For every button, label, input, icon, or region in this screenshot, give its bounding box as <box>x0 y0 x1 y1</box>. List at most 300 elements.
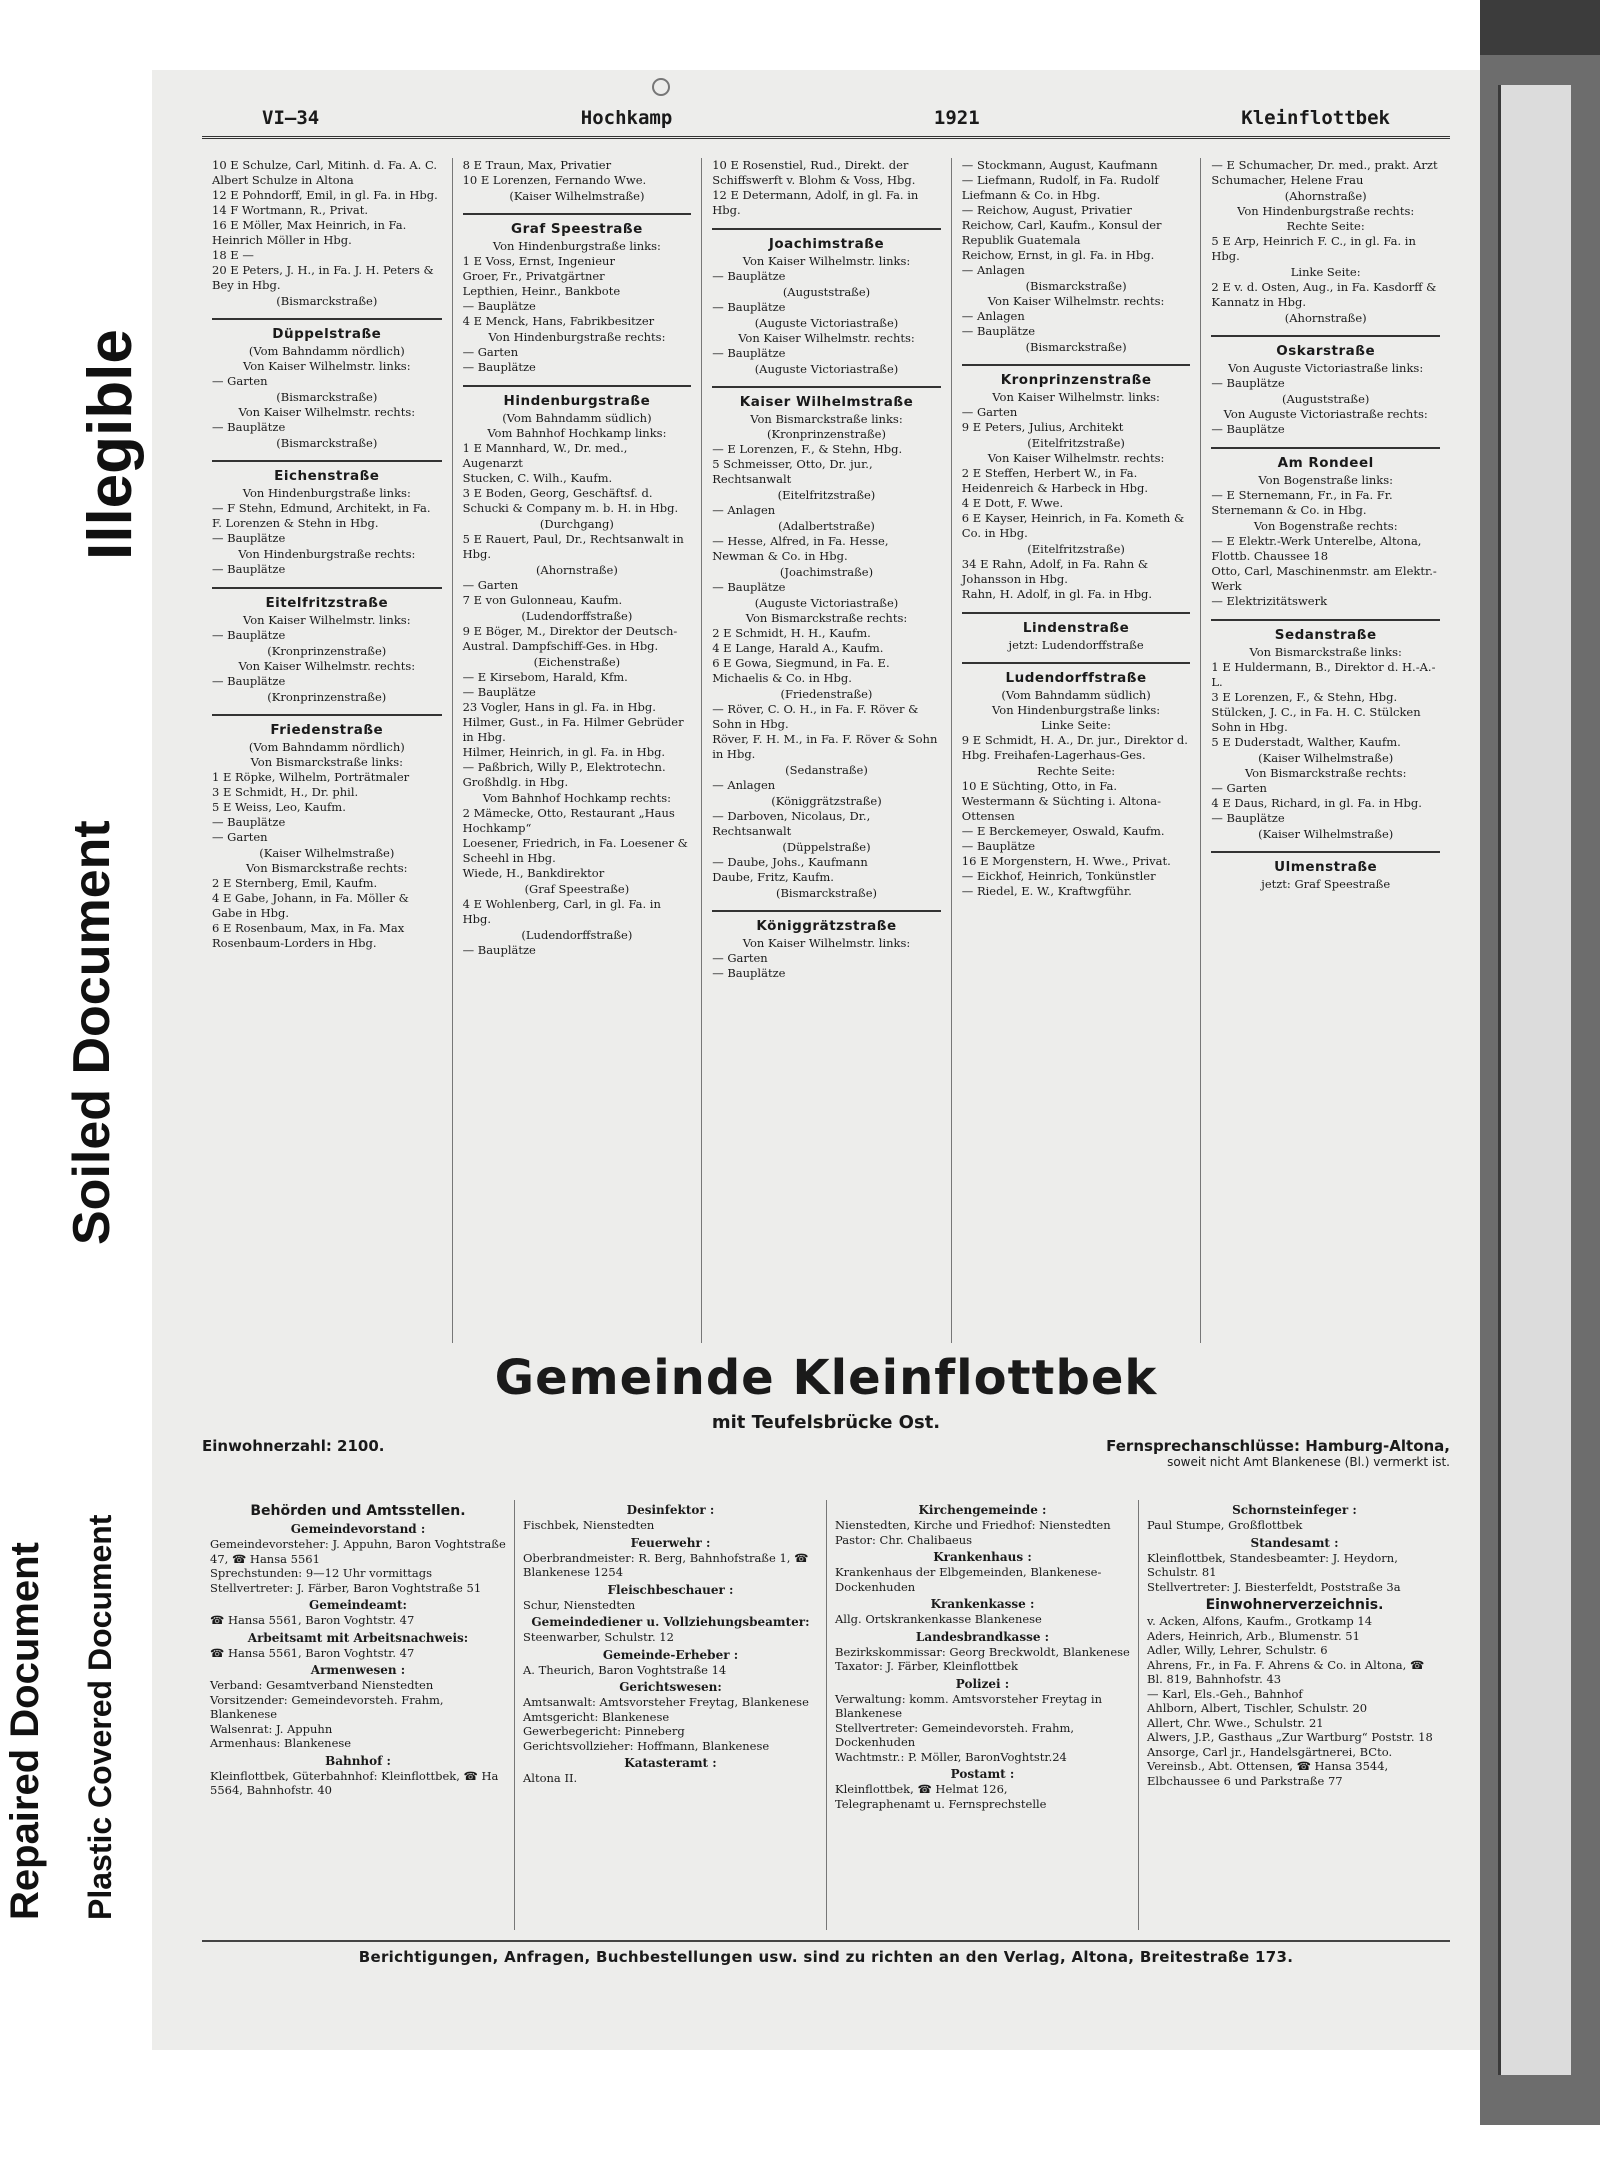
resident-entry: (Adalbertstraße) <box>778 519 875 533</box>
directory-heading: Desinfektor : <box>626 1503 715 1517</box>
resident-entry: (Eitelfritzstraße) <box>777 488 876 502</box>
resident-entry: Von Kaiser Wilhelmstr. rechts: <box>987 451 1165 465</box>
resident-entry: — E Sternemann, Fr., in Fa. Fr. Sternemann & Co. in Hbg. <box>1211 488 1393 517</box>
resident-entry: Schumacher, Helene Frau <box>1211 173 1364 187</box>
resident-entry: — Garten <box>712 951 768 965</box>
directory-entry: ☎ Hansa 5561, Baron Voghtstr. 47 <box>210 1613 415 1627</box>
resident-entry: Von Hindenburgstraße links: <box>492 239 661 253</box>
resident-entry: Von Kaiser Wilhelmstr. links: <box>742 254 911 268</box>
directory-entry: Sprechstunden: 9—12 Uhr vormittags <box>210 1566 433 1580</box>
resident-entry: 4 E Wohlenberg, Carl, in gl. Fa. in Hbg. <box>462 897 661 926</box>
resident-entry: — Anlagen <box>961 309 1025 323</box>
street-section <box>212 158 442 308</box>
resident-entry: — Bauplätze <box>961 324 1036 338</box>
street-title: Kronprinzenstraße <box>962 364 1191 388</box>
street-title: Eichenstraße <box>212 460 442 484</box>
resident-entry: Von Kaiser Wilhelmstr. rechts: <box>738 331 915 345</box>
directory-entry: Pastor: Chr. Chalibaeus <box>835 1532 973 1547</box>
directory-heading: Postamt : <box>950 1767 1015 1781</box>
street-column <box>452 158 702 1343</box>
street-title: Düppelstraße <box>212 318 442 342</box>
resident-entry: — Bauplätze <box>212 531 286 545</box>
resident-entry: — Darboven, Nicolaus, Dr., Rechtsanwalt <box>712 809 871 838</box>
street-section <box>712 158 941 218</box>
directory-heading: Armenwesen : <box>310 1663 406 1677</box>
resident-entry: 4 E Lange, Harald A., Kaufm. <box>712 641 884 655</box>
directory-heading: Krankenhaus : <box>933 1550 1032 1564</box>
resident-entry: (Bismarckstraße) <box>276 294 378 308</box>
page-edge <box>1498 85 1571 2075</box>
resident-entry: 12 E Pohndorff, Emil, in gl. Fa. in Hbg. <box>212 188 438 202</box>
street-section <box>212 318 442 450</box>
directory-column <box>202 1500 514 1930</box>
directory-entry: — Karl, Els.-Geh., Bahnhof <box>1147 1686 1303 1701</box>
street-section <box>712 386 941 900</box>
resident-entry: 5 E Weiss, Leo, Kaufm. <box>212 800 346 814</box>
gemeinde-title: Gemeinde Kleinflottbek <box>494 1350 1158 1406</box>
resident-entry: — Garten <box>212 830 268 844</box>
street-title: Kaiser Wilhelmstraße <box>712 386 941 410</box>
directory-entry: Schur, Nienstedten <box>523 1597 636 1612</box>
resident-entry: Linke Seite: <box>1290 265 1361 279</box>
resident-entry: — Bauplätze <box>462 360 536 374</box>
resident-entry: Von Bismarckstraße rechts: <box>1244 766 1407 780</box>
directory-entry: Ahrens, Fr., in Fa. F. Ahrens & Co. in Altona, ☎ Bl. 819, Bahnhofstr. 43 <box>1147 1657 1425 1686</box>
resident-entry: 20 E Peters, J. H., in Fa. J. H. Peters & Bey in Hbg. <box>212 263 434 292</box>
resident-entry: Rechte Seite: <box>1037 764 1116 778</box>
resident-entry: (Vom Bahndamm südlich) <box>1001 688 1151 702</box>
resident-entry: Von Kaiser Wilhelmstr. links: <box>243 359 411 373</box>
directory-entry: Gewerbegericht: Pinneberg <box>523 1724 685 1738</box>
resident-entry: Reichow, Carl, Kaufm., Konsul der Republik Guatemala <box>961 218 1162 247</box>
phone-line: Fernsprechanschlüsse: Hamburg-Altona, <box>1106 1437 1450 1455</box>
resident-entry: 6 E Gowa, Siegmund, in Fa. E. Michaelis & Co. in Hbg. <box>712 656 890 685</box>
directory-entry: Krankenhaus der Elbgemeinden, Blankenese-Dockenhuden <box>835 1565 1102 1594</box>
resident-entry: (Düppelstraße) <box>782 840 871 854</box>
resident-entry: (Auguste Victoriastraße) <box>754 362 899 376</box>
resident-entry: 1 E Mannhard, W., Dr. med., Augenarzt <box>462 441 628 470</box>
directory-heading: Gerichtswesen: <box>619 1680 722 1694</box>
resident-entry: 3 E Schmidt, H., Dr. phil. <box>212 785 359 799</box>
directory-heading: Arbeitsamt mit Arbeitsnachweis: <box>247 1630 469 1645</box>
directory-entry: Alwers, J.P., Gasthaus „Zur Wartburg“ Poststr. 18 <box>1147 1730 1433 1744</box>
directory-entry: v. Acken, Alfons, Kaufm., Grotkamp 14 <box>1147 1614 1373 1628</box>
resident-entry: — Garten <box>1211 781 1267 795</box>
scan-border-right <box>1480 55 1600 2125</box>
resident-entry: Daube, Fritz, Kaufm. <box>712 870 834 884</box>
resident-entry: 23 Vogler, Hans in gl. Fa. in Hbg. <box>462 700 656 714</box>
resident-entry: — Bauplätze <box>212 628 286 642</box>
directory-column <box>514 1500 826 1930</box>
street-section <box>962 662 1191 899</box>
resident-entry: 4 E Dott, F. Wwe. <box>961 496 1064 510</box>
resident-entry: (Eitelfritzstraße) <box>1027 542 1125 556</box>
resident-entry: — Garten <box>212 374 268 388</box>
phone-note: soweit nicht Amt Blankenese (Bl.) vermerkt ist. <box>1167 1455 1450 1469</box>
directory-entry: Kleinflottbek, Standesbeamter: J. Heydorn, Schulstr. 81 <box>1147 1550 1398 1579</box>
resident-entry: 5 E Rauert, Paul, Dr., Rechtsanwalt in Hbg. <box>462 532 684 561</box>
resident-entry: (Graf Speestraße) <box>524 882 630 896</box>
resident-entry: — Anlagen <box>712 778 776 792</box>
resident-entry: 14 F Wortmann, R., Privat. <box>212 203 369 217</box>
directory-heading: Standesamt : <box>1250 1535 1339 1550</box>
resident-entry: 6 E Kayser, Heinrich, in Fa. Kometh & Co. in Hbg. <box>961 511 1185 540</box>
street-section <box>463 385 692 958</box>
street-section <box>712 910 941 981</box>
resident-entry: Von Auguste Victoriastraße rechts: <box>1223 407 1428 421</box>
resident-entry: (Durchgang) <box>539 517 614 531</box>
resident-entry: — E Berckemeyer, Oswald, Kaufm. <box>961 824 1165 838</box>
header-place: Kleinflottbek <box>1241 107 1390 129</box>
resident-entry: Von Hindenburgstraße rechts: <box>488 330 666 344</box>
resident-entry: (Bismarckstraße) <box>1025 279 1127 293</box>
resident-entry: (Auguste Victoriastraße) <box>754 596 899 610</box>
authorities-directory <box>202 1500 1450 1930</box>
resident-entry: Von Kaiser Wilhelmstr. rechts: <box>238 405 416 419</box>
resident-entry: 1 E Huldermann, B., Direktor d. H.-A.-L. <box>1211 660 1436 689</box>
resident-entry: — Paßbrich, Willy P., Elektrotechn. Großhdlg. in Hbg. <box>462 760 666 789</box>
street-section <box>463 213 692 375</box>
street-section <box>212 714 442 951</box>
directory-entry: Armenhaus: Blankenese <box>210 1736 352 1750</box>
resident-entry: — Stockmann, August, Kaufmann <box>961 158 1158 172</box>
resident-entry: 3 E Boden, Georg, Geschäftsf. d. Schucki & Company m. b. H. in Hbg. <box>462 486 679 515</box>
directory-entry: Amtsgericht: Blankenese <box>523 1709 670 1724</box>
resident-entry: Hilmer, Heinrich, in gl. Fa. in Hbg. <box>462 745 666 759</box>
resident-entry: — Bauplätze <box>712 580 786 594</box>
resident-entry: Rechte Seite: <box>1286 219 1365 233</box>
directory-heading: Gemeinde-Erheber : <box>602 1647 739 1662</box>
resident-entry: Von Bismarckstraße links: <box>250 755 404 769</box>
resident-entry: — Reichow, August, Privatier <box>961 203 1132 217</box>
resident-entry: Von Bogenstraße rechts: <box>1253 519 1398 533</box>
street-title: Königgrätzstraße <box>712 910 941 934</box>
resident-entry: — Daube, Johs., Kaufmann <box>712 855 868 869</box>
phone-info <box>1106 1437 1450 1469</box>
resident-entry: (Ludendorffstraße) <box>521 609 633 623</box>
resident-entry: Von Bismarckstraße rechts: <box>246 861 408 875</box>
resident-entry: — Bauplätze <box>712 300 786 314</box>
resident-entry: Loesener, Friedrich, in Fa. Loesener & Scheehl in Hbg. <box>462 836 688 865</box>
resident-entry: — Riedel, E. W., Kraftwgführ. <box>961 884 1132 898</box>
street-section <box>962 158 1191 354</box>
label-illegible: Illegible <box>76 329 145 560</box>
resident-entry: 4 E Daus, Richard, in gl. Fa. in Hbg. <box>1211 796 1422 810</box>
directory-heading: Behörden und Amtsstellen. <box>250 1503 466 1519</box>
resident-entry: (Kaiser Wilhelmstraße) <box>259 846 395 860</box>
resident-entry: Rahn, H. Adolf, in gl. Fa. in Hbg. <box>961 587 1153 601</box>
street-section <box>712 228 941 376</box>
resident-entry: Von Hindenburgstraße rechts: <box>1237 204 1415 218</box>
header-street: Hochkamp <box>580 107 673 129</box>
resident-entry: (Vom Bahndamm südlich) <box>502 411 652 425</box>
resident-entry: 9 E Böger, M., Direktor der Deutsch-Austral. Dampfschiff-Ges. in Hbg. <box>462 624 678 653</box>
resident-entry: 10 E Rosenstiel, Rud., Direkt. der Schiffswerft v. Blohm & Voss, Hbg. <box>712 158 916 187</box>
directory-entry: Verwaltung: komm. Amtsvorsteher Freytag in Blankenese <box>835 1691 1102 1720</box>
resident-entry: Lepthien, Heinr., Bankbote <box>462 284 621 298</box>
directory-heading: Schornsteinfeger : <box>1232 1503 1357 1517</box>
directory-entry: Stellvertreter: J. Färber, Baron Voghtstraße 51 <box>210 1580 482 1595</box>
directory-entry: Paul Stumpe, Großflottbek <box>1147 1518 1303 1532</box>
directory-entry: Fischbek, Nienstedten <box>523 1518 655 1532</box>
street-section <box>1211 335 1440 437</box>
resident-entry: — Röver, C. O. H., in Fa. F. Röver & Sohn in Hbg. <box>712 702 919 731</box>
resident-entry: Von Hindenburgstraße rechts: <box>238 547 416 561</box>
resident-entry: (Königgrätzstraße) <box>771 794 882 808</box>
street-section <box>1211 447 1440 609</box>
resident-entry: — Garten <box>961 405 1018 419</box>
resident-entry: — F Stehn, Edmund, Architekt, in Fa. F. Lorenzen & Stehn in Hbg. <box>212 501 431 530</box>
resident-entry: 2 E Sternberg, Emil, Kaufm. <box>212 876 378 890</box>
resident-entry: 5 E Duderstadt, Walther, Kaufm. <box>1211 735 1401 749</box>
resident-entry: (Bismarckstraße) <box>1025 340 1127 354</box>
page-number: VI—34 <box>262 107 320 129</box>
resident-entry: Von Bismarckstraße links: <box>1249 645 1402 659</box>
resident-entry: — Bauplätze <box>212 815 286 829</box>
street-title: Sedanstraße <box>1211 619 1440 643</box>
directory-entry: ☎ Hansa 5561, Baron Voghtstr. 47 <box>210 1645 415 1660</box>
resident-entry: (Bismarckstraße) <box>775 886 878 900</box>
resident-entry: (Vom Bahndamm nördlich) <box>248 740 405 754</box>
resident-entry: Stucken, C. Wilh., Kaufm. <box>462 471 613 485</box>
directory-entry: Verband: Gesamtverband Nienstedten <box>210 1678 434 1692</box>
street-title: Friedenstraße <box>212 714 442 738</box>
population: Einwohnerzahl: 2100. <box>202 1437 385 1455</box>
directory-entry: Telegraphenamt u. Fernsprechstelle <box>835 1796 1047 1811</box>
street-column <box>202 158 452 1343</box>
label-repaired-document: Repaired Document <box>3 1542 47 1920</box>
resident-entry: — E Elektr.-Werk Unterelbe, Altona, Flottb. Chaussee 18 <box>1211 534 1422 563</box>
punch-hole <box>652 78 670 96</box>
resident-entry: 7 E von Gulonneau, Kaufm. <box>462 593 623 607</box>
resident-entry: Linke Seite: <box>1041 718 1111 732</box>
resident-entry: (Eichenstraße) <box>533 655 621 669</box>
directory-entry: Wachtmstr.: P. Möller, BaronVoghtstr.24 <box>835 1749 1067 1764</box>
resident-entry: 6 E Rosenbaum, Max, in Fa. Max Rosenbaum-Lorders in Hbg. <box>212 921 405 950</box>
resident-entry: — Bauplätze <box>712 346 786 360</box>
header-year: 1921 <box>933 107 980 129</box>
directory-entry: Allert, Chr. Wwe., Schulstr. 21 <box>1147 1715 1324 1730</box>
resident-entry: — Anlagen <box>712 503 776 517</box>
resident-entry: — Bauplätze <box>212 674 286 688</box>
directory-heading: Fleischbeschauer : <box>607 1582 734 1597</box>
directory-entry: Stellvertreter: Gemeindevorsteh. Frahm, Dockenhuden <box>835 1720 1075 1749</box>
resident-entry: (Bismarckstraße) <box>276 390 378 404</box>
directory-entry: Adler, Willy, Lehrer, Schulstr. 6 <box>1147 1643 1328 1657</box>
resident-entry: (Kronprinzenstraße) <box>267 644 387 658</box>
street-section <box>1211 619 1440 841</box>
directory-entry: Kleinflottbek, Güterbahnhof: Kleinflottbek, ☎ Ha 5564, Bahnhofstr. 40 <box>210 1768 499 1797</box>
resident-entry: Von Auguste Victoriastraße links: <box>1228 361 1424 375</box>
scan-border-top <box>1480 0 1600 55</box>
street-section <box>463 158 692 203</box>
resident-entry: 10 E Süchting, Otto, in Fa. Westermann & Süchting i. Altona-Ottensen <box>961 779 1161 823</box>
directory-entry: Allg. Ortskrankenkasse Blankenese <box>835 1612 1042 1626</box>
resident-entry: (Auguststraße) <box>1282 392 1370 406</box>
resident-entry: Röver, F. H. M., in Fa. F. Röver & Sohn in Hbg. <box>712 732 938 761</box>
street-column <box>1200 158 1450 1343</box>
page-header <box>202 100 1450 139</box>
resident-entry: (Ahornstraße) <box>1284 189 1367 203</box>
directory-heading: Polizei : <box>955 1676 1010 1691</box>
resident-entry: Groer, Fr., Privatgärtner <box>462 269 605 283</box>
street-section <box>212 460 442 577</box>
directory-heading: Bahnhof : <box>325 1753 391 1768</box>
street-section <box>1211 851 1440 891</box>
resident-entry: — Bauplätze <box>462 299 536 313</box>
resident-entry: 2 E Schmidt, H. H., Kaufm. <box>712 626 871 640</box>
resident-entry: — Bauplätze <box>462 685 536 699</box>
document-page <box>152 70 1480 2050</box>
resident-entry: (Vom Bahndamm nördlich) <box>248 344 405 358</box>
resident-entry: — Eickhof, Heinrich, Tonkünstler <box>961 869 1156 883</box>
street-title: Lindenstraße <box>962 612 1191 636</box>
label-plastic-covered-document: Plastic Covered Document <box>82 1514 118 1920</box>
resident-entry: — Elektrizitätswerk <box>1211 594 1328 608</box>
resident-entry: — Bauplätze <box>212 562 286 576</box>
resident-entry: Otto, Carl, Maschinenmstr. am Elektr.-Werk <box>1211 564 1437 593</box>
resident-entry: 34 E Rahn, Adolf, in Fa. Rahn & Johansson in Hbg. <box>961 557 1149 586</box>
resident-entry: — Garten <box>462 345 519 359</box>
resident-entry: 3 E Lorenzen, F., & Stehn, Hbg. <box>1211 690 1398 704</box>
resident-entry: — Anlagen <box>961 263 1025 277</box>
resident-entry: 18 E — <box>212 248 254 262</box>
resident-entry: 5 E Arp, Heinrich F. C., in gl. Fa. in Hbg. <box>1211 234 1416 263</box>
street-section <box>962 364 1191 602</box>
resident-entry: 4 E Gabe, Johann, in Fa. Möller & Gabe in Hbg. <box>212 891 409 920</box>
resident-entry: Von Hindenburgstraße links: <box>992 703 1161 717</box>
directory-entry: Vorsitzender: Gemeindevorsteh. Frahm, Blankenese <box>210 1692 444 1721</box>
directory-heading: Einwohnerverzeichnis. <box>1205 1597 1384 1613</box>
resident-entry: — E Lorenzen, F., & Stehn, Hbg. <box>712 442 903 456</box>
resident-entry: — Bauplätze <box>212 420 286 434</box>
directory-entry: Bezirkskommissar: Georg Breckwoldt, Blankenese <box>835 1644 1130 1659</box>
street-title: Hindenburgstraße <box>463 385 692 409</box>
street-column <box>951 158 1201 1343</box>
resident-entry: jetzt: Graf Speestraße <box>1261 877 1391 891</box>
directory-entry: Amtsanwalt: Amtsvorsteher Freytag, Blankenese <box>523 1695 809 1709</box>
resident-entry: — Liefmann, Rudolf, in Fa. Rudolf Liefmann & Co. in Hbg. <box>961 173 1159 202</box>
resident-entry: (Auguste Victoriastraße) <box>754 316 899 330</box>
resident-entry: — E Kirsebom, Harald, Kfm. <box>462 670 628 684</box>
street-title: Am Rondeel <box>1211 447 1440 471</box>
resident-entry: 1 E Röpke, Wilhelm, Porträtmaler <box>212 770 410 784</box>
directory-heading: Gemeindeamt: <box>309 1598 407 1612</box>
street-title: Ludendorffstraße <box>962 662 1191 686</box>
resident-entry: 12 E Determann, Adolf, in gl. Fa. in Hbg. <box>712 188 919 217</box>
resident-entry: 2 E Steffen, Herbert W., in Fa. Heidenreich & Harbeck in Hbg. <box>961 466 1149 495</box>
resident-entry: — E Schumacher, Dr. med., prakt. Arzt <box>1211 158 1438 172</box>
directory-heading: Landesbrandkasse : <box>915 1629 1050 1644</box>
resident-entry: (Kaiser Wilhelmstraße) <box>509 189 645 203</box>
resident-entry: Von Kaiser Wilhelmstr. rechts: <box>987 294 1165 308</box>
resident-entry: Wiede, H., Bankdirektor <box>462 866 605 880</box>
resident-entry: (Sedanstraße) <box>785 763 868 777</box>
street-section <box>1211 158 1440 325</box>
directory-entry: Ansorge, Carl jr., Handelsgärtnerei, BCto. Vereinsb., Abt. Ottensen, ☎ Hansa 3544, Elbchaussee 6 und Parkstraße 77 <box>1147 1744 1393 1788</box>
resident-entry: Von Kaiser Wilhelmstr. links: <box>992 390 1160 404</box>
directory-heading: Katasteramt : <box>624 1756 717 1770</box>
street-title: Oskarstraße <box>1211 335 1440 359</box>
resident-entry: (Kaiser Wilhelmstraße) <box>1258 827 1394 841</box>
resident-entry: Hilmer, Gust., in Fa. Hilmer Gebrüder in Hbg. <box>462 715 684 744</box>
resident-entry: — Bauplätze <box>1211 376 1285 390</box>
resident-entry: — Bauplätze <box>1211 811 1285 825</box>
directory-heading: Kirchengemeinde : <box>918 1503 1047 1517</box>
resident-entry: (Kaiser Wilhelmstraße) <box>1258 751 1394 765</box>
resident-entry: 4 E Menck, Hans, Fabrikbesitzer <box>462 314 655 328</box>
resident-entry: Von Bogenstraße links: <box>1258 473 1394 487</box>
directory-entry: Gemeindevorsteher: J. Appuhn, Baron Voghtstraße 47, ☎ Hansa 5561 <box>210 1537 506 1566</box>
resident-entry: 16 E Möller, Max Heinrich, in Fa. Heinrich Möller in Hbg. <box>212 218 407 247</box>
directory-entry: Kleinflottbek, ☎ Helmat 126, <box>835 1782 1008 1796</box>
resident-entry: Von Hindenburgstraße links: <box>242 486 411 500</box>
resident-entry: (Kronprinzenstraße) <box>767 427 886 441</box>
footer-note: Berichtigungen, Anfragen, Buchbestellungen usw. sind zu richten an den Verlag, Altona, Breitestraße 173. <box>202 1940 1450 1966</box>
resident-entry: Von Kaiser Wilhelmstr. links: <box>742 936 911 950</box>
directory-entry: A. Theurich, Baron Voghtstraße 14 <box>523 1662 727 1677</box>
resident-entry: 8 E Traun, Max, Privatier <box>462 158 612 172</box>
resident-entry: 5 Schmeisser, Otto, Dr. jur., Rechtsanwalt <box>712 457 873 486</box>
directory-entry: Altona II. <box>523 1771 578 1785</box>
street-section <box>212 587 442 704</box>
resident-entry: 2 E v. d. Osten, Aug., in Fa. Kasdorff & Kannatz in Hbg. <box>1211 280 1437 309</box>
directory-heading: Krankenkasse : <box>930 1597 1035 1611</box>
directory-column <box>826 1500 1138 1930</box>
resident-entry: Vom Bahnhof Hochkamp links: <box>487 426 667 440</box>
directory-entry: Walsenrat: J. Appuhn <box>210 1721 333 1736</box>
resident-entry: — Bauplätze <box>462 943 536 957</box>
directory-entry: Stellvertreter: J. Biesterfeldt, Poststraße 3a <box>1147 1579 1401 1594</box>
resident-entry: (Ahornstraße) <box>1284 311 1367 325</box>
resident-entry: 10 E Schulze, Carl, Mitinh. d. Fa. A. C. Albert Schulze in Altona <box>212 158 438 187</box>
resident-entry: (Bismarckstraße) <box>276 436 378 450</box>
directory-heading: Gemeindediener u. Vollziehungsbeamter: <box>531 1615 810 1629</box>
directory-entry: Taxator: J. Färber, Kleinflottbek <box>835 1659 1018 1673</box>
resident-entry: Vom Bahnhof Hochkamp rechts: <box>482 791 671 805</box>
resident-entry: 16 E Morgenstern, H. Wwe., Privat. <box>961 854 1171 868</box>
resident-entry: — Bauplätze <box>712 966 786 980</box>
directory-heading: Feuerwehr : <box>630 1535 711 1550</box>
resident-entry: Von Bismarckstraße rechts: <box>745 611 908 625</box>
resident-entry: (Ludendorffstraße) <box>521 928 633 942</box>
directory-entry: Oberbrandmeister: R. Berg, Bahnhofstraße 1, ☎ Blankenese 1254 <box>523 1550 809 1579</box>
resident-entry: 10 E Lorenzen, Fernando Wwe. <box>462 173 647 187</box>
resident-entry: — Garten <box>462 578 519 592</box>
directory-column <box>1138 1500 1450 1930</box>
resident-entry: — Bauplätze <box>961 839 1036 853</box>
label-soiled-document: Soiled Document <box>63 820 121 1245</box>
street-section <box>962 612 1191 652</box>
resident-entry: 2 Mämecke, Otto, Restaurant „Haus Hochkamp“ <box>462 806 675 835</box>
directory-entry: Aders, Heinrich, Arb., Blumenstr. 51 <box>1147 1628 1360 1643</box>
resident-entry: (Joachimstraße) <box>779 565 874 579</box>
directory-entry: Steenwarber, Schulstr. 12 <box>523 1630 674 1644</box>
resident-entry: (Friedenstraße) <box>780 687 873 701</box>
directory-entry: Ahlborn, Albert, Tischler, Schulstr. 20 <box>1147 1701 1368 1715</box>
directory-entry: Gerichtsvollzieher: Hoffmann, Blankenese <box>523 1738 770 1753</box>
resident-entry: Von Kaiser Wilhelmstr. links: <box>243 613 411 627</box>
resident-entry: 1 E Voss, Ernst, Ingenieur <box>462 254 615 268</box>
directory-entry: Nienstedten, Kirche und Friedhof: Nienstedten <box>835 1518 1111 1532</box>
street-directory <box>202 158 1450 1343</box>
resident-entry: (Auguststraße) <box>782 285 871 299</box>
street-title: Joachimstraße <box>712 228 941 252</box>
resident-entry: — Bauplätze <box>712 269 786 283</box>
street-column <box>701 158 951 1343</box>
resident-entry: — Bauplätze <box>1211 422 1285 436</box>
resident-entry: 9 E Peters, Julius, Architekt <box>961 420 1124 434</box>
